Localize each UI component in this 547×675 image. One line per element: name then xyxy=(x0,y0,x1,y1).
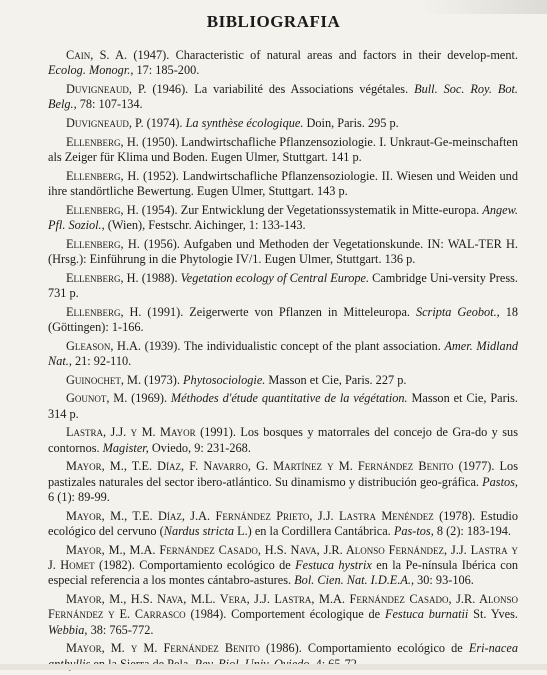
reference-text: (1982). Comportamiento ecológico de xyxy=(94,558,296,572)
reference-text: (1977). Los pastizales naturales del sector ibero-atlántico. Su dinamismo y distribución geo-gráfica. xyxy=(48,459,518,489)
reference-entry xyxy=(48,237,518,268)
reference-authors: Mayor, M., T.E. Díaz, F. Navarro, G. Martínez y M. Fernández Benito xyxy=(66,459,454,474)
reference-text: (1991). Los bosques y matorrales del concejo de Gra-do y sus contornos. xyxy=(48,425,518,455)
reference-authors: Gleason, H.A. xyxy=(66,338,141,353)
reference-italic-text: Méthodes d'étude quantitative de la végétation. xyxy=(170,391,408,406)
page-title: BIBLIOGRAFIA xyxy=(206,12,341,31)
reference-text: 17: 185-200. xyxy=(133,63,200,78)
reference-entry xyxy=(48,305,518,336)
reference-text: (Wien), Festschr. Aichinger, 1: 133-143. xyxy=(104,218,306,232)
reference-text: Masson et Cie, Paris. 227 p. xyxy=(265,372,407,387)
reference-italic-text: La synthèse écologique. xyxy=(185,116,304,130)
reference-italic-text: Scripta Geobot., xyxy=(415,304,500,319)
page-bottom-edge xyxy=(0,664,547,670)
reference-italic-text: Magister, xyxy=(102,440,149,455)
reference-text: 6 (1): 89-99. xyxy=(48,490,110,504)
reference-italic-text: Eri-nacea xyxy=(468,641,518,656)
reference-text: (1969). xyxy=(127,391,171,406)
reference-entry xyxy=(48,116,518,131)
reference-authors: Mayor, M., H.S. Nava, M.L. Vera, J.J. Lastra, M.A. Fernández Casado, J.R. Alonso Fernández y E. Carrasco xyxy=(48,592,518,622)
reference-authors: Duvigneaud, P. xyxy=(66,82,147,96)
reference-text: (1974). xyxy=(143,116,186,130)
reference-entry xyxy=(48,373,518,388)
reference-text: Oviedo, 9: 231-268. xyxy=(148,440,251,455)
reference-italic-text: Pas-tos, xyxy=(393,524,434,538)
reference-authors: Mayor, M., M.A. Fernández Casado, H.S. Nava, J.R. Alonso Fernández, J.J. Lastra y J. Homet xyxy=(48,542,518,572)
reference-text: (1939). The individualistic concept of the plant association. xyxy=(140,338,445,353)
reference-authors: Mayor, M. y M. Fernández Benito xyxy=(66,641,260,656)
reference-text: (1950). Landwirtschafliche Pflanzensoziologie. I. Unkraut-Ge-meinschaften als Zeiger für Klima und Boden. Eugen Ulmer, Stuttgart. 141 p. xyxy=(48,134,518,164)
reference-entry xyxy=(48,543,518,589)
reference-text: 38: 765-772. xyxy=(87,622,154,637)
reference-italic-text: Phytosociologie. xyxy=(183,372,266,387)
reference-entry xyxy=(48,339,518,370)
reference-text: L.) en la Cordillera Cantábrica. xyxy=(234,524,394,538)
reference-text: Masson et Cie, Paris. 314 p. xyxy=(48,391,518,421)
reference-entry xyxy=(48,169,518,200)
reference-text: (1978). Estudio ecológico del cervuno ( xyxy=(48,508,518,538)
reference-italic-text: Bull. Soc. Roy. Bot. Belg., xyxy=(48,82,518,112)
reference-list xyxy=(48,48,518,675)
reference-authors: Ellenberg, H. xyxy=(66,168,140,183)
reference-authors: Mayor, M., T.E. Díaz, J.A. Fernández Prieto, J.J. Lastra Menéndez xyxy=(66,508,434,523)
reference-entry xyxy=(48,271,518,302)
reference-entry xyxy=(48,82,518,113)
reference-italic-text: Festuca hystrix xyxy=(295,558,372,572)
reference-italic-text: Angew. Pfl. Soziol., xyxy=(48,202,518,232)
reference-italic-text: Bol. Cien. Nat. I.D.E.A., xyxy=(294,573,415,588)
reference-authors: Duvigneaud, P. xyxy=(66,116,144,130)
reference-authors: Ellenberg, H. xyxy=(66,304,142,319)
reference-text: Cambridge Uni-versity Press. 731 p. xyxy=(48,270,518,300)
reference-text: (1947). Characteristic of natural areas and factors in their develop-ment. xyxy=(127,48,518,62)
reference-authors: Guinochet, M. xyxy=(66,372,142,387)
reference-text: (1991). Zeigerwerte von Pflanzen in Mitteleuropa. xyxy=(141,304,416,319)
reference-text: Doin, Paris. 295 p. xyxy=(303,116,399,130)
reference-entry xyxy=(48,48,518,79)
reference-italic-text: Webbia, xyxy=(48,622,88,637)
reference-text: (1988). xyxy=(138,270,181,285)
reference-text: (1973). xyxy=(141,372,184,387)
reference-text: en la Pe-nínsula Ibérica con especial referencia a los montes cántabro-astures. xyxy=(48,558,519,588)
reference-entry xyxy=(48,592,518,638)
reference-italic-text: Vegetation ecology of Central Europe. xyxy=(180,270,370,285)
reference-text: (1954). Zur Entwicklung der Vegetationssystematik in Mitte-europa. xyxy=(138,202,483,217)
reference-entry xyxy=(48,135,518,166)
reference-authors: Cain, S. A. xyxy=(66,48,128,62)
reference-entry xyxy=(48,509,518,540)
reference-text: 21: 92-110. xyxy=(71,354,132,368)
reference-authors: Ellenberg, H. xyxy=(66,270,139,285)
reference-text: (1952). Landwirtschafliche Pflanzensoziologie. II. Wiesen und Weiden und ihre standörtliche Bewertung. Eugen Ulmer, Stuttgart. 143 p. xyxy=(48,168,518,198)
reference-authors: Lastra, J.J. y M. Mayor xyxy=(66,425,196,440)
reference-entry xyxy=(48,425,518,456)
reference-authors: Ellenberg, H. xyxy=(66,202,139,217)
reference-text: (1984). Comportement écologique de xyxy=(185,607,385,622)
reference-italic-text: Ecolog. Monogr., xyxy=(48,63,134,78)
reference-text: 18 (Göttingen): 1-166. xyxy=(48,304,518,334)
reference-text: 8 (2): 183-194. xyxy=(433,524,511,538)
reference-text: 78: 107-134. xyxy=(76,97,143,112)
reference-text: (1986). Comportamiento ecológico de xyxy=(259,641,469,656)
reference-authors: Ellenberg, H. xyxy=(66,134,139,149)
reference-entry xyxy=(48,391,518,422)
reference-text: (1946). La variabilité des Associations végétales. xyxy=(146,82,415,96)
reference-text: St. Yves. xyxy=(468,607,518,622)
reference-entry xyxy=(48,459,518,505)
reference-authors: Ellenberg, H. xyxy=(66,236,140,251)
reference-text: (1956). Aufgaben und Methoden der Vegetationskunde. IN: WAL-TER H. (Hrsg.): Einführung in die Phytologie IV/1. Eugen Ulmer, Stuttgart. 136 p. xyxy=(48,236,518,266)
reference-text: 30: 93-106. xyxy=(414,573,474,588)
reference-italic-text: Nardus stricta xyxy=(163,524,235,538)
reference-entry xyxy=(48,203,518,234)
reference-italic-text: Festuca burnatii xyxy=(384,607,469,622)
reference-italic-text: Pastos, xyxy=(482,474,518,489)
reference-authors: Gounot, M. xyxy=(66,391,128,406)
reference-italic-text: Amer. Midland Nat., xyxy=(48,338,518,368)
